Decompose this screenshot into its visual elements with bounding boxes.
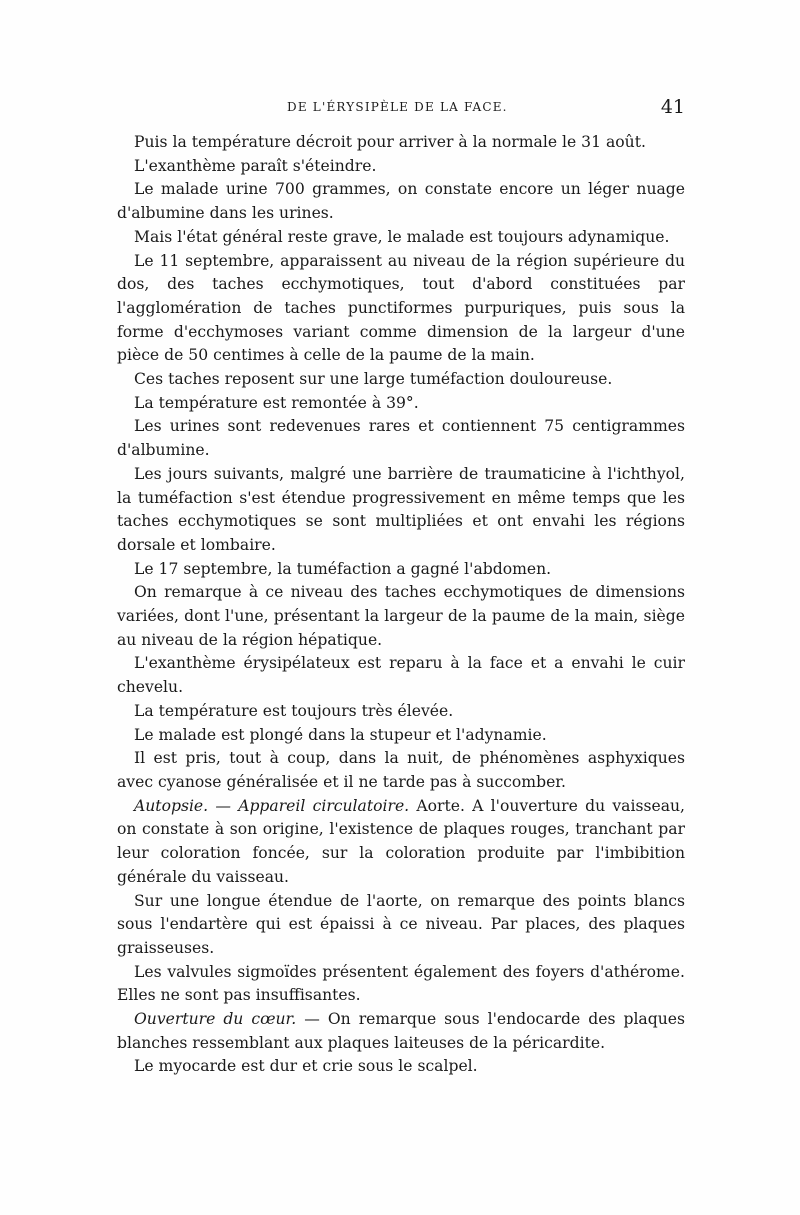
- paragraph: On remarque à ce niveau des taches ecchymotiques de dimensions variées, dont l'une, présentant la largeur de la paume de la main, siège au niveau de la région hépatique.: [117, 583, 685, 649]
- paragraph: Les jours suivants, malgré une barrière de traumaticine à l'ichthyol, la tuméfaction s'est étendue progressivement en même temps que les taches ecchymotiques se sont multipliées et ont envahi les régions dorsale et lombaire.: [117, 464, 685, 554]
- page-number: 41: [660, 96, 685, 118]
- paragraph: Les urines sont redevenues rares et contiennent 75 centigrammes d'albumine.: [117, 417, 685, 460]
- paragraph: Puis la température décroit pour arriver à la normale le 31 août.: [134, 133, 646, 151]
- italic-heading: Autopsie. — Appareil circulatoire.: [134, 796, 410, 815]
- paragraph: Ces taches reposent sur une large tuméfaction douloureuse.: [134, 370, 613, 389]
- italic-heading: Ouverture du cœur.: [134, 1010, 297, 1029]
- paragraph: Le 17 septembre, la tuméfaction a gagné l'abdomen.: [134, 559, 552, 578]
- page-header: [117, 96, 685, 122]
- paragraph: Le malade urine 700 grammes, on constate encore un léger nuage d'albumine dans les urines.: [117, 180, 685, 223]
- paragraph: Le myocarde est dur et crie sous le scalpel.: [134, 1057, 478, 1076]
- paragraph: Autopsie. — Appareil circulatoire. Aorte. A l'ouverture du vaisseau, on constate à son origine, l'existence de plaques rouges, tranchant par leur coloration foncée, sur la coloration produite par l'imbibition générale du vaisseau.: [117, 796, 685, 886]
- paragraph: Le 11 septembre, apparaissent au niveau de la région supérieure du dos, des taches ecchymotiques, tout d'abord constituées par l'agglomération de taches punctiformes purpuriques, puis sous la forme d'ecchymoses variant comme dimension de la largeur d'une pièce de 50 centimes à celle de la paume de la main.: [117, 251, 685, 365]
- paragraph: Il est pris, tout à coup, dans la nuit, de phénomènes asphyxiques avec cyanose généralisée et il ne tarde pas à succomber.: [117, 749, 685, 791]
- paragraph: Les valvules sigmoïdes présentent également des foyers d'athérome. Elles ne sont pas insuffisantes.: [117, 962, 685, 1005]
- paragraph: Sur une longue étendue de l'aorte, on remarque des points blancs sous l'endartère qui est épaissi à ce niveau. Par places, des plaques graisseuses.: [117, 891, 685, 957]
- paragraph: L'exanthème paraît s'éteindre.: [134, 156, 377, 175]
- paragraph: La température est remontée à 39°.: [134, 393, 419, 412]
- paragraph: Le malade est plongé dans la stupeur et l'adynamie.: [134, 725, 547, 744]
- running-title: DE L'ÉRYSIPÈLE DE LA FACE.: [287, 100, 508, 114]
- paragraph: La température est toujours très élevée.: [134, 701, 454, 720]
- paragraph: Mais l'état général reste grave, le malade est toujours adynamique.: [134, 227, 670, 246]
- paragraph: Ouverture du cœur. — On remarque sous l'endocarde des plaques blanches ressemblant aux plaques laiteuses de la péricardite.: [117, 1010, 685, 1052]
- body-text: [117, 131, 685, 1079]
- paragraph: L'exanthème érysipélateux est reparu à la face et a envahi le cuir chevelu.: [117, 654, 685, 697]
